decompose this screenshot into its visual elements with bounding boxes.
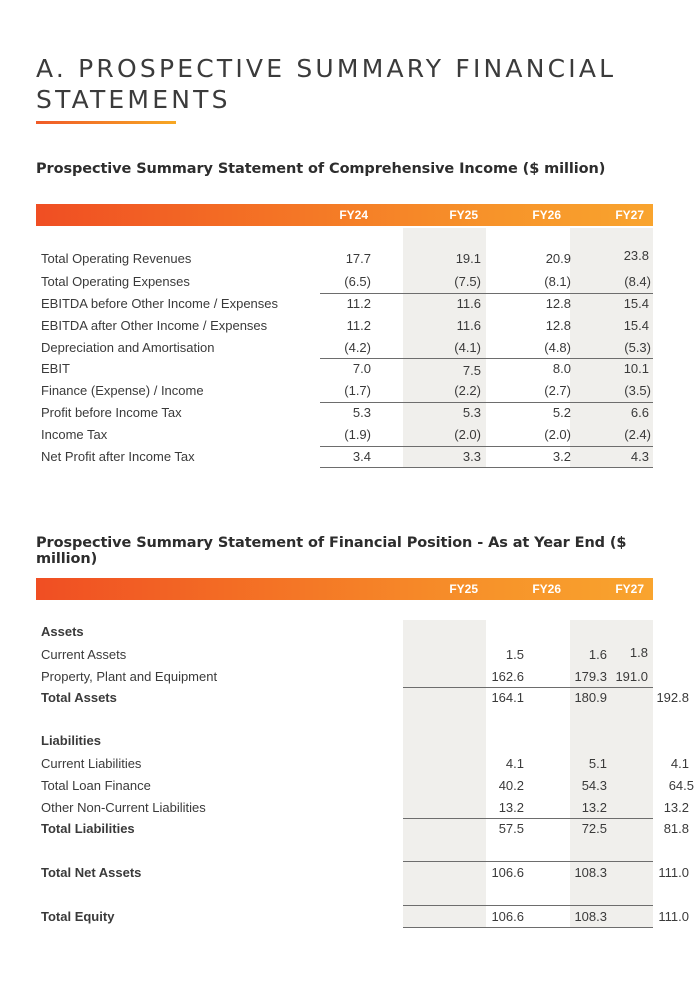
income-header-band — [36, 204, 653, 226]
row-label: Total Operating Expenses — [41, 274, 190, 289]
row-label: Current Assets — [41, 647, 127, 662]
cell-value: 1.5 — [505, 647, 524, 662]
page-title: A. PROSPECTIVE SUMMARY FINANCIAL STATEMENTS — [36, 54, 617, 114]
table-row — [41, 403, 653, 423]
total-rule — [320, 467, 653, 468]
row-label: Total Equity — [41, 909, 115, 924]
table-row — [41, 863, 689, 883]
cell-value: 40.2 — [498, 778, 524, 793]
row-label: Current Liabilities — [41, 756, 142, 771]
cell-value: 1.6 — [588, 647, 607, 662]
cell-value: 5.3 — [352, 405, 371, 420]
position-header-band — [36, 578, 653, 600]
subtotal-rule — [403, 905, 653, 906]
cell-value: 106.6 — [491, 865, 524, 880]
cell-value: 106.6 — [491, 909, 524, 924]
cell-value: 7.5 — [462, 363, 481, 378]
cell-value: 179.3 — [574, 669, 607, 684]
position-col-fy27: FY27 — [615, 582, 644, 596]
row-label: Assets — [41, 624, 84, 639]
cell-value: 7.0 — [352, 361, 371, 376]
cell-value: (4.2) — [344, 340, 371, 355]
cell-value: 6.6 — [630, 405, 649, 420]
cell-value: 162.6 — [491, 669, 524, 684]
cell-value: (3.5) — [624, 383, 651, 398]
cell-value: 20.9 — [545, 251, 571, 266]
cell-value: 57.5 — [498, 821, 524, 836]
cell-value: 12.8 — [545, 318, 571, 333]
row-label: Total Operating Revenues — [41, 251, 192, 266]
cell-value: 72.5 — [581, 821, 607, 836]
cell-value: 8.0 — [552, 361, 571, 376]
cell-value: (2.0) — [544, 427, 571, 442]
cell-value: 19.1 — [455, 251, 481, 266]
cell-value: 3.2 — [552, 449, 571, 464]
cell-value: 108.3 — [574, 909, 607, 924]
cell-value: (8.1) — [544, 274, 571, 289]
cell-value: 1.8 — [629, 645, 648, 660]
cell-value: 13.2 — [498, 800, 524, 815]
table-row — [41, 294, 653, 314]
row-label: Other Non-Current Liabilities — [41, 800, 206, 815]
table-row — [41, 381, 653, 401]
row-label: Depreciation and Amortisation — [41, 340, 215, 355]
cell-value: 10.1 — [623, 361, 649, 376]
row-label: Property, Plant and Equipment — [41, 669, 218, 684]
row-label: EBITDA after Other Income / Expenses — [41, 318, 268, 333]
table-row — [41, 645, 653, 665]
cell-value: (2.2) — [454, 383, 481, 398]
position-col-fy25: FY25 — [449, 582, 478, 596]
cell-value: 13.2 — [581, 800, 607, 815]
cell-value: (5.3) — [624, 340, 651, 355]
table-row — [41, 316, 653, 336]
cell-value: (6.5) — [344, 274, 371, 289]
table-row — [41, 667, 653, 687]
income-col-fy26: FY26 — [532, 208, 561, 222]
table-row — [41, 447, 653, 467]
cell-value: 17.7 — [345, 251, 371, 266]
cell-value: (2.4) — [624, 427, 651, 442]
subtotal-rule — [403, 861, 653, 862]
position-col-fy26: FY26 — [532, 582, 561, 596]
table-row — [41, 819, 689, 839]
cell-value: 11.2 — [346, 318, 371, 333]
cell-value: 15.4 — [623, 318, 649, 333]
total-rule — [403, 927, 653, 928]
cell-value: 3.3 — [462, 449, 481, 464]
cell-value: (4.8) — [544, 340, 571, 355]
cell-value: 5.2 — [552, 405, 571, 420]
cell-value: 81.8 — [663, 821, 689, 836]
cell-value: 180.9 — [574, 690, 607, 705]
cell-value: 5.3 — [462, 405, 481, 420]
table-row — [41, 688, 689, 708]
row-label: Net Profit after Income Tax — [41, 449, 195, 464]
cell-value: 5.1 — [588, 756, 607, 771]
cell-value: 54.3 — [581, 778, 607, 793]
cell-value: 64.5 — [668, 778, 694, 793]
cell-value: 111.0 — [658, 909, 689, 924]
table-row — [41, 338, 653, 358]
table-row — [41, 272, 653, 292]
cell-value: 3.4 — [352, 449, 371, 464]
table-row — [41, 249, 653, 269]
cell-value: (1.9) — [344, 427, 371, 442]
income-statement-heading: Prospective Summary Statement of Comprehensive Income ($ million) — [36, 161, 606, 177]
row-label: Total Liabilities — [41, 821, 135, 836]
cell-value: 23.8 — [623, 248, 649, 263]
row-label: Total Net Assets — [41, 865, 142, 880]
row-label: Finance (Expense) / Income — [41, 383, 204, 398]
table-row — [41, 907, 689, 927]
row-label: EBIT — [41, 361, 70, 376]
cell-value: 191.0 — [615, 669, 648, 684]
row-label: Total Loan Finance — [41, 778, 151, 793]
cell-value: (2.7) — [544, 383, 571, 398]
liabilities-section-header — [41, 731, 653, 751]
cell-value: 192.8 — [656, 690, 689, 705]
table-row — [41, 754, 689, 774]
cell-value: 4.1 — [505, 756, 524, 771]
row-label: Profit before Income Tax — [41, 405, 182, 420]
row-label: EBITDA before Other Income / Expenses — [41, 296, 279, 311]
cell-value: 13.2 — [663, 800, 689, 815]
cell-value: 111.0 — [658, 865, 689, 880]
cell-value: 108.3 — [574, 865, 607, 880]
table-row — [41, 359, 653, 379]
income-col-fy27: FY27 — [615, 208, 644, 222]
cell-value: 15.4 — [623, 296, 649, 311]
table-row — [41, 425, 653, 445]
cell-value: 4.1 — [670, 756, 689, 771]
row-label: Income Tax — [41, 427, 108, 442]
income-col-fy24: FY24 — [339, 208, 368, 222]
cell-value: (2.0) — [454, 427, 481, 442]
title-underline — [36, 121, 176, 124]
assets-section-header — [41, 622, 653, 642]
cell-value: 164.1 — [491, 690, 524, 705]
cell-value: (1.7) — [344, 383, 371, 398]
cell-value: (8.4) — [624, 274, 651, 289]
position-statement-heading: Prospective Summary Statement of Financial Position - As at Year End ($ million) — [36, 535, 627, 567]
cell-value: 4.3 — [630, 449, 649, 464]
row-label: Total Assets — [41, 690, 117, 705]
cell-value: 11.6 — [456, 318, 481, 333]
cell-value: (7.5) — [454, 274, 481, 289]
table-row — [41, 798, 689, 818]
cell-value: 11.6 — [456, 296, 481, 311]
cell-value: 11.2 — [346, 296, 371, 311]
cell-value: 12.8 — [545, 296, 571, 311]
cell-value: (4.1) — [454, 340, 481, 355]
table-row — [41, 776, 694, 796]
income-col-fy25: FY25 — [449, 208, 478, 222]
row-label: Liabilities — [41, 733, 101, 748]
